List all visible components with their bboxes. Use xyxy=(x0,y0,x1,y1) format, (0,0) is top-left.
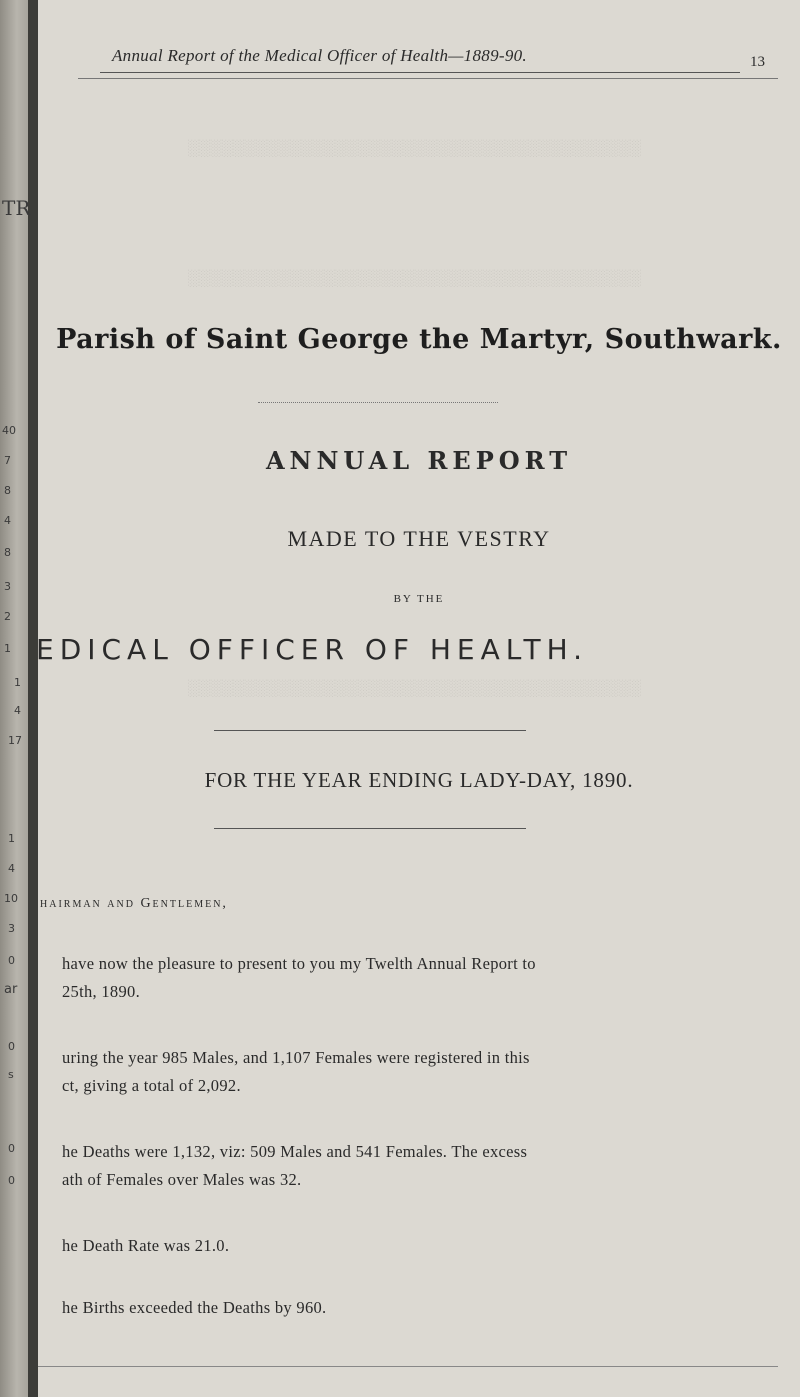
bleed-through-text: ░░░░░░░░░░░░░░░░░░░░░░░░░░░░░░░░░░░░░░░░ xyxy=(188,140,642,157)
header-rule xyxy=(100,72,740,73)
margin-number: 4 xyxy=(8,862,15,875)
margin-number: 3 xyxy=(4,580,11,593)
margin-number: 0 xyxy=(8,954,15,967)
margin-number: 7 xyxy=(4,454,11,467)
parish-heading: Parish of Saint George the Martyr, Southwark. xyxy=(56,324,782,355)
bleed-through-text: ░░░░░░░░░░░░░░░░░░░░░░░░░░░░░░░░░░░░░░░░ xyxy=(188,270,642,287)
margin-number: 3 xyxy=(8,922,15,935)
paragraph-line: have now the pleasure to present to you my Twelth Annual Report to xyxy=(62,954,536,973)
letter-salutation: hairman and Gentlemen, xyxy=(40,896,228,911)
margin-number: s xyxy=(8,1068,14,1081)
paragraph-line: ath of Females over Males was 32. xyxy=(62,1170,302,1189)
medical-officer-heading: EDICAL OFFICER OF HEALTH. xyxy=(36,633,589,666)
letter-paragraph xyxy=(62,950,792,1006)
paragraph-line: 25th, 1890. xyxy=(62,982,141,1001)
margin-number: 2 xyxy=(4,610,11,623)
margin-number: 40 xyxy=(2,424,16,437)
margin-number: 17 xyxy=(8,734,22,747)
letter-paragraph xyxy=(62,1232,792,1260)
margin-number: 8 xyxy=(4,484,11,497)
margin-number: 8 xyxy=(4,546,11,559)
vestry-subtitle: MADE TO THE VESTRY xyxy=(287,526,551,551)
running-header-title: Annual Report of the Medical Officer of Health—1889-90. xyxy=(112,46,527,65)
divider-upper xyxy=(214,730,526,731)
header-rule-secondary xyxy=(78,78,778,79)
margin-number: 0 xyxy=(8,1174,15,1187)
letter-paragraph xyxy=(62,1138,792,1194)
margin-fragment-top: TR xyxy=(2,196,31,220)
dotted-divider xyxy=(258,402,498,403)
letter-paragraph xyxy=(62,1044,792,1100)
paragraph-line: he Births exceeded the Deaths by 960. xyxy=(62,1298,327,1317)
year-ending-line: FOR THE YEAR ENDING LADY-DAY, 1890. xyxy=(204,768,634,792)
bleed-through-text: ░░░░░░░░░░░░░░░░░░░░░░░░░░░░░░░░░░░░░░░░ xyxy=(188,680,642,697)
margin-number: ar xyxy=(4,982,18,997)
margin-number: 0 xyxy=(8,1142,15,1155)
margin-number: 10 xyxy=(4,892,18,905)
by-the-line: BY THE xyxy=(393,593,445,605)
report-page xyxy=(38,0,800,1397)
paragraph-line: uring the year 985 Males, and 1,107 Females were registered in this xyxy=(62,1048,530,1067)
divider-lower xyxy=(214,828,526,829)
annual-report-title: ANNUAL REPORT xyxy=(265,446,573,475)
margin-number: 4 xyxy=(4,514,11,527)
margin-number: 0 xyxy=(8,1040,15,1053)
page-number: 13 xyxy=(750,54,765,70)
page-bottom-rule xyxy=(38,1366,778,1367)
letter-paragraph xyxy=(62,1294,792,1322)
margin-number: 1 xyxy=(14,676,21,689)
paragraph-line: he Death Rate was 21.0. xyxy=(62,1236,230,1255)
paragraph-line: he Deaths were 1,132, viz: 509 Males and 541 Females. The excess xyxy=(62,1142,528,1161)
margin-number: 1 xyxy=(8,832,15,845)
margin-number: 1 xyxy=(4,642,11,655)
paragraph-line: ct, giving a total of 2,092. xyxy=(62,1076,241,1095)
margin-number: 4 xyxy=(14,704,21,717)
